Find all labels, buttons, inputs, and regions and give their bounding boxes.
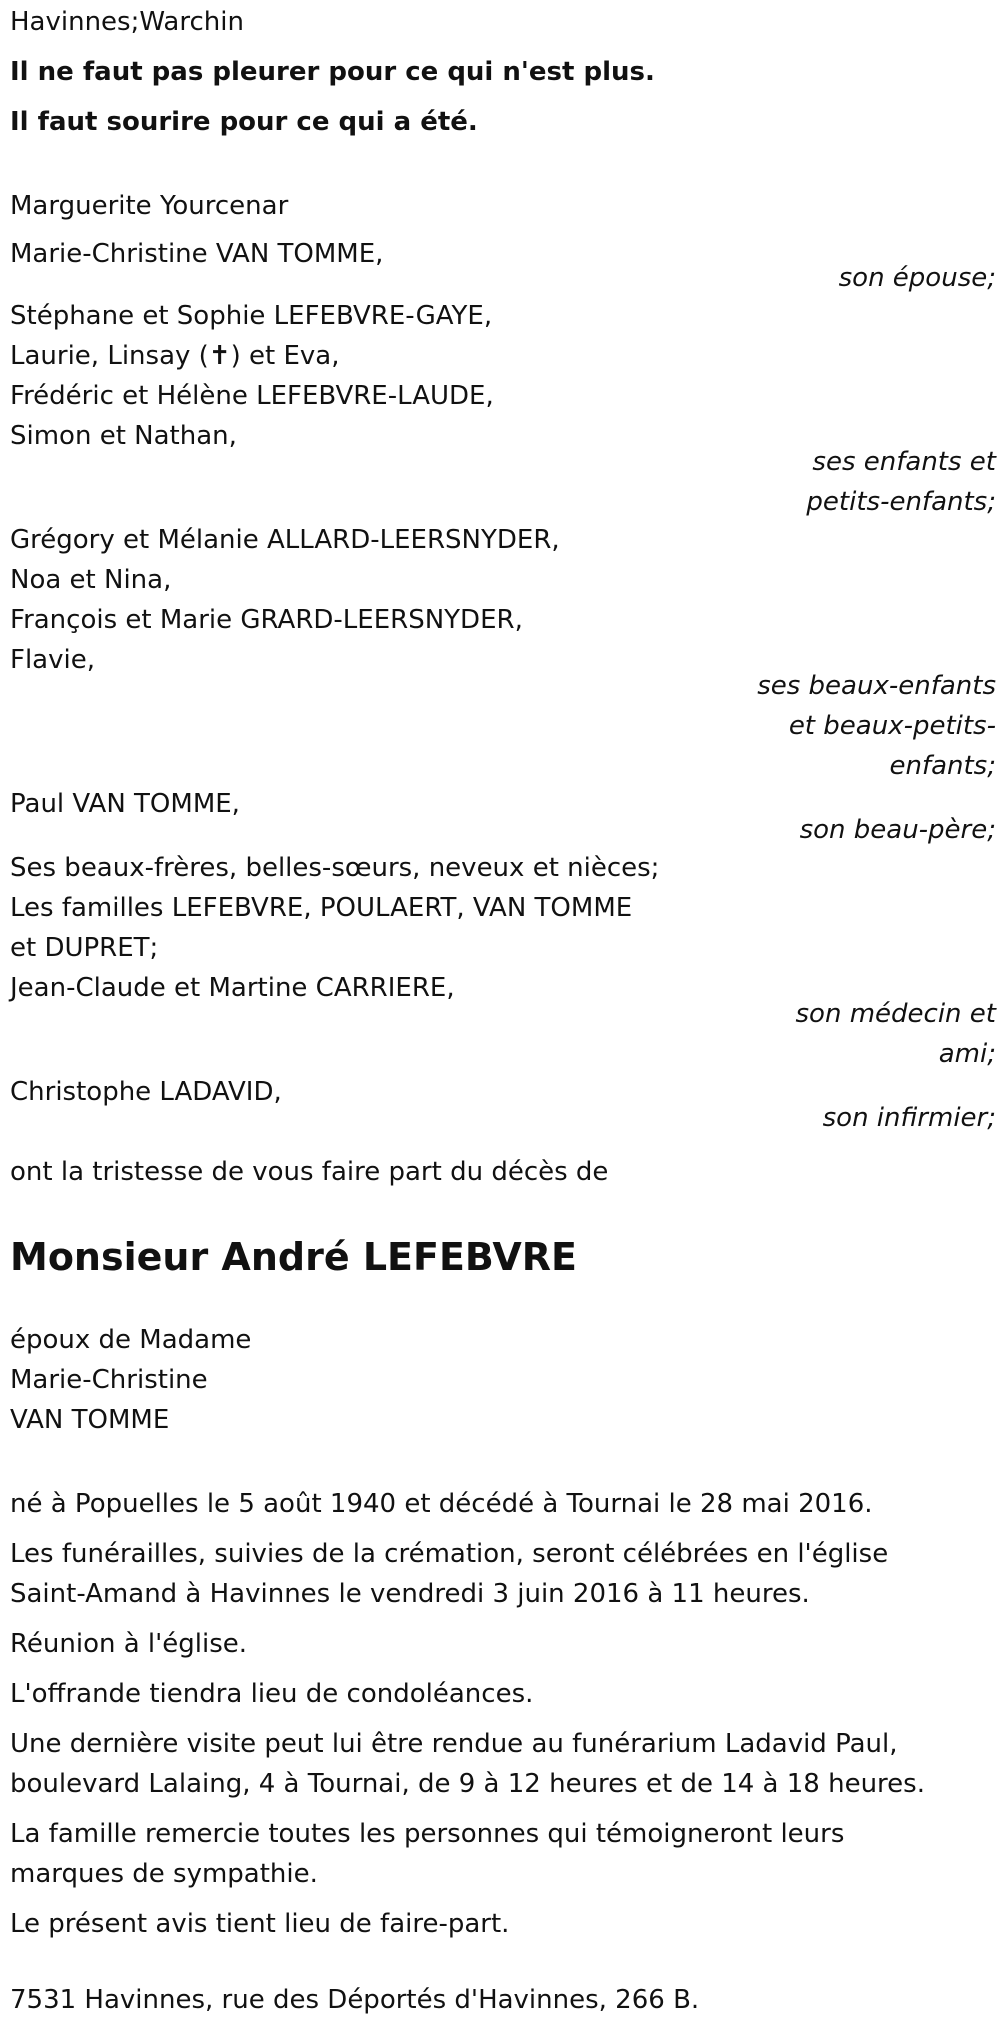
child-line-3: Frédéric et Hélène LEFEBVRE-LAUDE, (10, 381, 494, 411)
inlaw-line-3: François et Marie GRARD-LEERSNYDER, (10, 605, 523, 635)
address-line: 7531 Havinnes, rue des Déportés d'Havinnes, 266 B. (10, 1985, 700, 2015)
father-in-law-role: son beau-père; (799, 815, 996, 845)
inlaws-role-1: ses beaux-enfants (757, 671, 996, 701)
offering-line: L'offrande tiendra lieu de condoléances. (10, 1679, 534, 1709)
funeral-line-2: Saint-Amand à Havinnes le vendredi 3 juin 2016 à 11 heures. (10, 1579, 810, 1609)
child-line-1: Stéphane et Sophie LEFEBVRE-GAYE, (10, 301, 493, 331)
inlaw-line-4: Flavie, (10, 645, 95, 675)
birth-death-line: né à Popuelles le 5 août 1940 et décédé à Tournai le 28 mai 2016. (10, 1489, 873, 1519)
father-in-law: Paul VAN TOMME, (10, 789, 240, 819)
notice-line: Le présent avis tient lieu de faire-part. (10, 1909, 510, 1939)
thanks-line-1: La famille remercie toutes les personnes qui témoigneront leurs (10, 1819, 845, 1849)
announcement-intro: ont la tristesse de vous faire part du décès de (10, 1157, 609, 1187)
inlaws-role-2: et beaux-petits- (788, 711, 996, 741)
spouse-name: Marie-Christine VAN TOMME, (10, 239, 384, 269)
inlaw-line-2: Noa et Nina, (10, 565, 172, 595)
deceased-name: Monsieur André LEFEBVRE (10, 1235, 577, 1279)
location-header: Havinnes;Warchin (10, 7, 244, 37)
quote-author: Marguerite Yourcenar (10, 191, 289, 221)
quote-line-2: Il faut sourire pour ce qui a été. (10, 107, 478, 137)
meeting-line: Réunion à l'église. (10, 1629, 248, 1659)
relatives-line-1: Ses beaux-frères, belles-sœurs, neveux et nièces; (10, 853, 660, 883)
nurse-role: son infirmier; (822, 1103, 996, 1133)
spouse-ref-3: VAN TOMME (10, 1405, 170, 1435)
relatives-line-2: Les familles LEFEBVRE, POULAERT, VAN TOMME (10, 893, 633, 923)
quote-line-1: Il ne faut pas pleurer pour ce qui n'est plus. (10, 57, 655, 87)
nurse-name: Christophe LADAVID, (10, 1077, 282, 1107)
inlaw-line-1: Grégory et Mélanie ALLARD-LEERSNYDER, (10, 525, 560, 555)
child-line-4: Simon et Nathan, (10, 421, 237, 451)
children-role-1: ses enfants et (812, 447, 996, 477)
inlaws-role-3: enfants; (889, 751, 996, 781)
doctor-role-1: son médecin et (795, 999, 996, 1029)
thanks-line-2: marques de sympathie. (10, 1859, 318, 1889)
child-line-2: Laurie, Linsay (✝) et Eva, (10, 341, 340, 371)
relatives-line-4: Jean-Claude et Martine CARRIERE, (10, 973, 455, 1003)
funeral-line-1: Les funérailles, suivies de la crémation, seront célébrées en l'église (10, 1539, 889, 1569)
spouse-ref-1: époux de Madame (10, 1325, 252, 1355)
visit-line-2: boulevard Lalaing, 4 à Tournai, de 9 à 12 heures et de 14 à 18 heures. (10, 1769, 925, 1799)
visit-line-1: Une dernière visite peut lui être rendue au funérarium Ladavid Paul, (10, 1729, 898, 1759)
relatives-line-3: et DUPRET; (10, 933, 159, 963)
doctor-role-2: ami; (938, 1039, 996, 1069)
children-role-2: petits-enfants; (806, 487, 996, 517)
spouse-role: son épouse; (838, 263, 996, 293)
spouse-ref-2: Marie-Christine (10, 1365, 208, 1395)
